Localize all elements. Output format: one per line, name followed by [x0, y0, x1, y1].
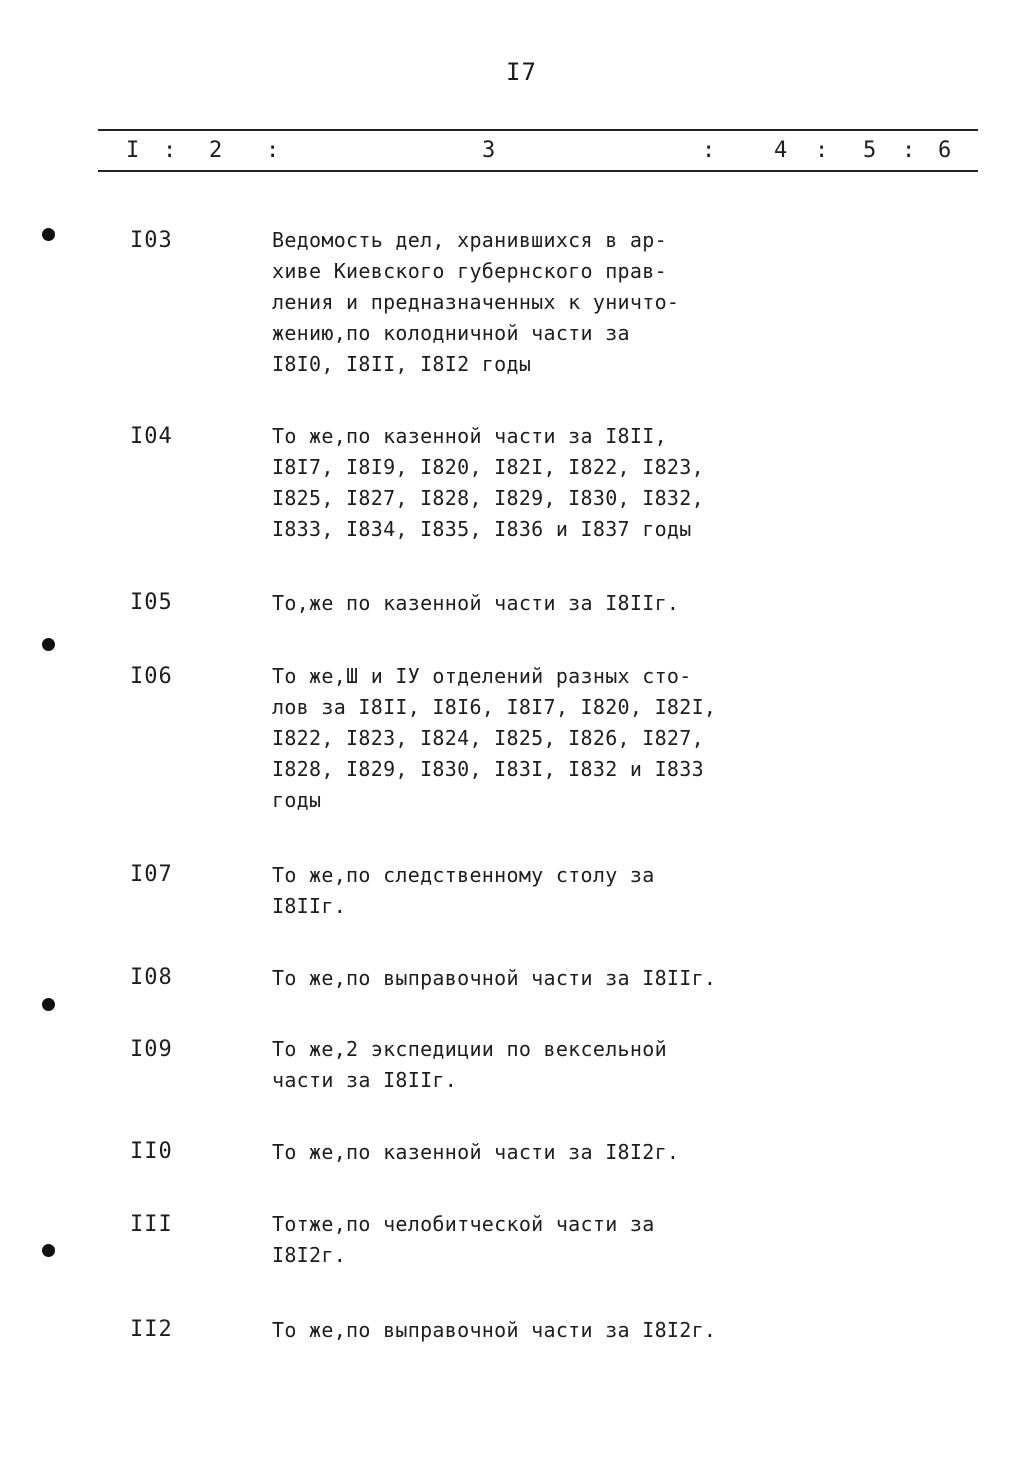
entry-number: III — [130, 1212, 173, 1237]
entry-number: I08 — [130, 965, 173, 990]
column-separator: : — [163, 138, 177, 163]
entry-description: То же,по казенной части за I8II, I8I7, I8I9, I820, I82I, I822, I823, I825, I827, I828, I829, I830, I832, I833, I834, I835, I836 и I837 годы — [272, 424, 704, 541]
entry-number: I07 — [130, 862, 173, 887]
column-header-4: 4 — [774, 138, 788, 163]
entry-description: То же,2 экспедиции по вексельной части за I8IIг. — [272, 1037, 667, 1092]
entry-number: I03 — [130, 228, 173, 253]
entry-number: II2 — [130, 1317, 173, 1342]
entry-description: То же,по следственному столу за I8IIг. — [272, 863, 655, 918]
column-separator: : — [815, 138, 829, 163]
column-header-1: I — [126, 138, 140, 163]
binder-hole-mark — [42, 228, 55, 241]
column-separator: : — [702, 138, 716, 163]
column-header-2: 2 — [209, 138, 223, 163]
column-separator: : — [902, 138, 916, 163]
entry-description: То же,по выправочной части за I8I2г. — [272, 1318, 717, 1342]
entry-description: То же,Ш и IУ отделений разных сто- лов за I8II, I8I6, I8I7, I820, I82I, I822, I823, I824, I825, I826, I827, I828, I829, I830, I83I, I832 и I833 годы — [272, 664, 717, 812]
column-header-5: 5 — [863, 138, 877, 163]
entry-number: II0 — [130, 1139, 173, 1164]
column-separator: : — [266, 138, 280, 163]
entry-number: I05 — [130, 590, 173, 615]
entry-description: Тотже,по челобитческой части за I8I2г. — [272, 1212, 655, 1267]
binder-hole-mark — [42, 998, 55, 1011]
column-header-3: 3 — [482, 138, 496, 163]
column-header-6: 6 — [938, 138, 952, 163]
entry-number: I04 — [130, 424, 173, 449]
table-top-rule — [98, 129, 978, 131]
entry-description: Ведомость дел, хранившихся в ар- хиве Киевского губернского прав- ления и предназначенных к уничто- жению,по колодничной части за I8I0, I8II, I8I2 годы — [272, 228, 680, 376]
binder-hole-mark — [42, 1244, 55, 1257]
entry-description: То же,по выправочной части за I8IIг. — [272, 966, 717, 990]
entry-number: I06 — [130, 664, 173, 689]
entry-description: То же,по казенной части за I8I2г. — [272, 1140, 680, 1164]
table-header-bottom-rule — [98, 170, 978, 172]
page-number: I7 — [506, 58, 537, 86]
entry-description: То,же по казенной части за I8IIг. — [272, 591, 680, 615]
binder-hole-mark — [42, 638, 55, 651]
entry-number: I09 — [130, 1037, 173, 1062]
